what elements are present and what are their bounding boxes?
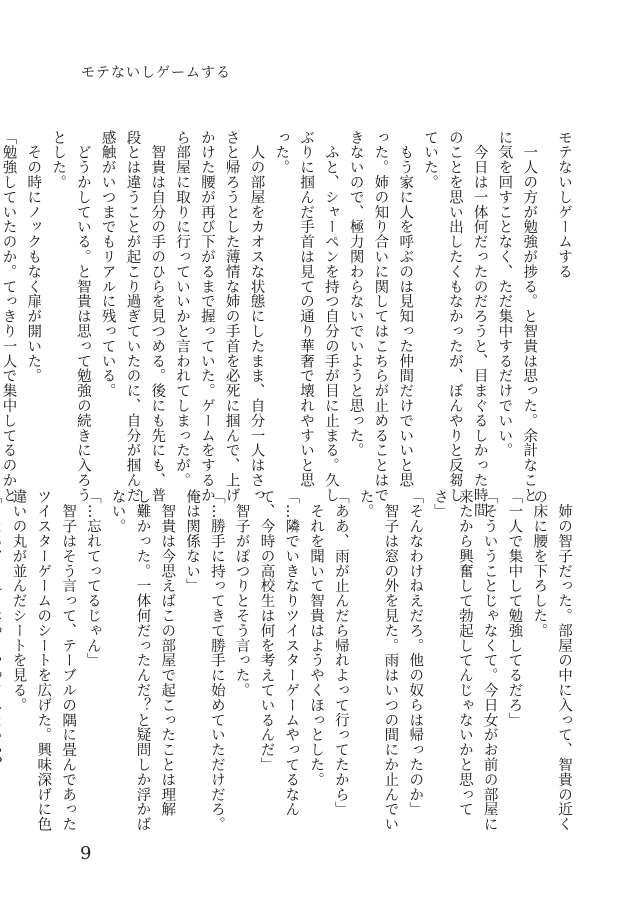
text-line: 智貴は今思えばこの部屋で起こったことは理解 (159, 489, 176, 817)
text-line: に気を回すことなく、ただ集中するだけでいい。 (496, 130, 513, 458)
chapter-title: モテないしゲームする (556, 130, 572, 279)
text-line: のことを思い出したくもなかったが、ぼんやりと反芻し (446, 130, 463, 503)
text-line: 「…忘れてってるじゃん」 (84, 489, 101, 668)
text-line: 今日は一体何だったのだろうと、目まぐるしかった時間 (471, 130, 488, 518)
text-line: 「…勝手に持ってきて勝手に始めていただけだろ。 (208, 489, 225, 832)
text-line: ない。 (109, 489, 126, 534)
text-line: 「一人で集中して勉強してるだろ」 (506, 489, 523, 728)
text-line: 段とは違うことが起こり過ぎていたのに、自分が掴んだ (124, 130, 141, 503)
text-line: ていた。 (422, 130, 439, 190)
text-line: それを聞いて智貴はようやくほっとした。 (308, 489, 325, 787)
text-line: 一人の方が勉強が捗る。と智貴は思った。余計なこと (521, 130, 538, 503)
page-number: 9 (80, 843, 92, 864)
text-line: 「そういうことじゃなくて。今日女がお前の部屋に (481, 489, 498, 832)
text-line: その時にノックもなく扉が開いた。 (25, 130, 42, 384)
text-line: 感触がいつまでもリアルに残っている。 (99, 130, 116, 399)
text-line: 智子は窓の外を見た。雨はいつの間にか止んでい (382, 489, 399, 832)
text-line: きないので、極力関わらないでいようと思った。 (347, 130, 364, 458)
lower-text-block (10, 489, 576, 834)
text-line: かけた腰が再び下がるまで握っていた。ゲームをするか (198, 130, 215, 503)
text-line (0, 489, 6, 834)
text-line: った。 (273, 130, 290, 175)
text-line: 「ああ、雨が止んだら帰れよって行ってたから」 (332, 489, 349, 817)
text-line: 違いの丸が並んだシートを見る。 (10, 489, 27, 713)
text-line: さと帰ろうとした薄情な姉の手首を必死に掴んで、上げ (223, 130, 240, 503)
text-line: 「勉強していたのか。てっきり一人で集中してるのかと (0, 130, 17, 503)
text-line: どうかしている。と智貴は思って勉強の続きに入ろう (74, 130, 91, 503)
text-line: 「そんなわけねえだろ。他の奴らは帰ったのか」 (407, 489, 424, 817)
text-line: 俺は関係ない」 (184, 489, 201, 594)
text-line: 姉の智子だった。部屋の中に入って、智貴の近く (556, 489, 572, 832)
text-line: 来たから興奮して勃起してんじゃないかと思って (456, 489, 473, 817)
text-line: ぶりに掴んだ手首は見ての通り華奢で壊れやすいと思 (298, 130, 315, 488)
text-line: もう家に人を呼ぶのは見知った仲間だけでいいと思 (397, 130, 414, 488)
text-line: の床に腰を下ろした。 (531, 489, 548, 638)
upper-text-block (0, 130, 576, 518)
text-line: さ」 (432, 489, 449, 519)
text-line: 智子はそう言って、テーブルの隅に畳んであった (60, 489, 77, 832)
running-header: モテないしゲームする (81, 65, 231, 81)
text-line: った。姉の知り合いに関してはこちらが止めることはで (372, 130, 389, 503)
text-line: し難かった。一体何だったんだ？と疑問しか浮かば (134, 489, 151, 832)
text-line: ら部屋に取りに行っていいかと言われてしまったが。 (174, 130, 191, 488)
text-line: とした。 (50, 130, 67, 190)
text-line: て、今時の高校生は何を考えているんだ」 (258, 489, 275, 773)
text-line: 智貴は自分の手のひらを見つめる。後にも先にも、普 (149, 130, 166, 503)
text-line: た。 (357, 489, 374, 519)
text-line: ツイスターゲームのシートを広げた。興味深げに色 (35, 489, 52, 832)
text-line: ふと、シャーペンを持つ自分の手が目に止まる。久し (322, 130, 339, 503)
text-line: 「…隣でいきなりツイスターゲームやってるなん (283, 489, 300, 817)
text-line: 智子がぽつりとそう言った。 (233, 489, 250, 698)
text-line: 人の部屋をカオスな状態にしたまま、自分一人はさっ (248, 130, 265, 503)
